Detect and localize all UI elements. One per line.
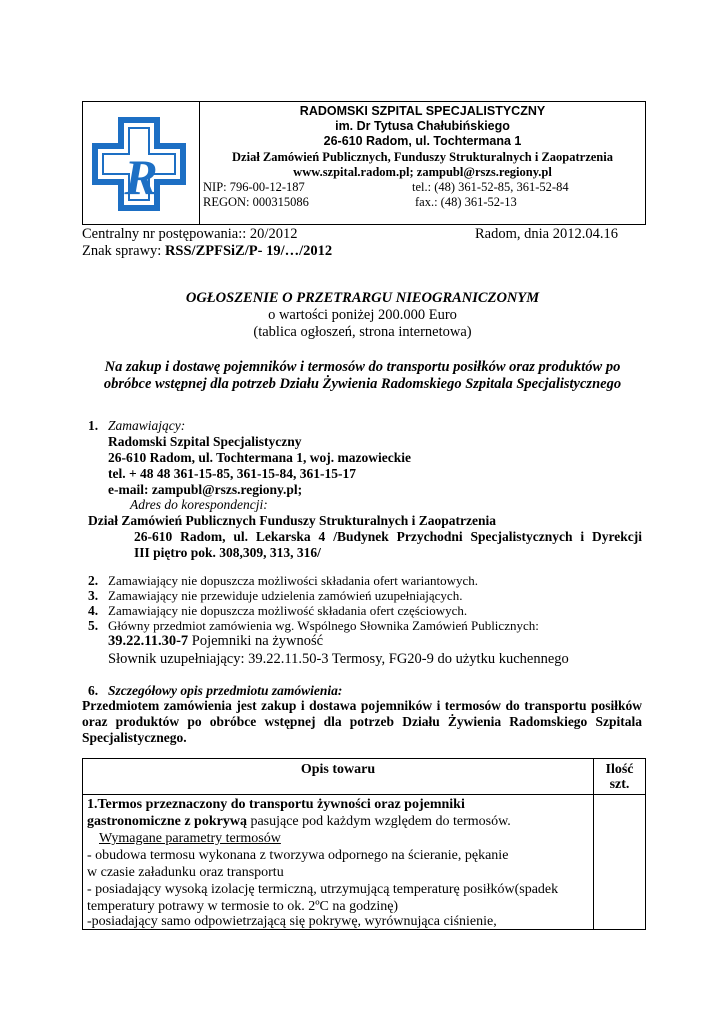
subject-line-2: obróbce wstępnej dla potrzeb Działu Żywienia Radomskiego Szpitala Specjalistycznego	[103, 376, 622, 392]
point-number: 3.	[88, 588, 99, 603]
letterhead	[82, 101, 646, 225]
section-1-label: Zamawiający:	[108, 418, 186, 433]
correspondence-address-1: 26-610 Radom, ul. Lekarska 4 /Budynek Przychodni Specjalistycznych i Dyrekcji	[134, 529, 642, 544]
orderer-name: Radomski Szpital Specjalistyczny	[108, 434, 302, 449]
param-line: - obudowa termosu wykonana z tworzywa odpornego na ścieranie, pękanie	[87, 848, 509, 863]
column-header-quantity-unit: szt.	[609, 777, 630, 792]
point-text: Zamawiający nie dopuszcza możliwości składania ofert wariantowych.	[108, 573, 478, 588]
publication-info: (tablica ogłoszeń, strona internetowa)	[253, 324, 472, 340]
point-text: Zamawiający nie dopuszcza możliwość składania ofert częściowych.	[108, 603, 468, 618]
correspondence-department: Dział Zamówień Publicznych Funduszy Strukturalnych i Zaopatrzenia	[88, 513, 497, 528]
section-6-line-2: oraz produktów po obróbce wstępnej dla potrzeb Działu Żywienia Radomskiego Szpitala	[82, 714, 642, 729]
point-number: 2.	[88, 573, 99, 588]
section-6-number: 6.	[88, 683, 99, 698]
regon: REGON: 000315086	[203, 195, 309, 209]
page-title: OGŁOSZENIE O PRZETRARGU NIEOGRANICZONYM	[185, 290, 540, 306]
value-threshold: o wartości poniżej 200.000 Euro	[268, 307, 457, 323]
param-line: temperatury potrawy w termosie to ok. 2ºC na godzinę)	[87, 899, 399, 914]
reference-value: RSS/ZPFSiZ/P- 19/…/2012	[164, 243, 333, 259]
params-heading: Wymagane parametry termosów	[99, 831, 281, 846]
section-6-line-3: Specjalistycznego.	[82, 730, 187, 745]
items-table	[82, 758, 646, 930]
orderer-email: e-mail: zampubl@rszs.regiony.pl;	[108, 482, 303, 497]
case-number: Centralny nr postępowania:: 20/2012	[82, 226, 298, 242]
cpv-main	[108, 633, 323, 650]
hospital-patron: im. Dr Tytusa Chałubińskiego	[335, 119, 510, 133]
item-title-rest: pasujące pod każdym względem do termosów.	[246, 814, 511, 829]
subject-line-1: Na zakup i dostawę pojemników i termosów do transportu posiłków oraz produktów po	[104, 359, 621, 375]
param-line: w czasie załadunku oraz transportu	[87, 865, 284, 880]
column-header-quantity: Ilość	[605, 762, 634, 777]
reference-number	[82, 243, 332, 260]
correspondence-label: Adres do korespondencji:	[130, 497, 268, 512]
column-header-description: Opis towaru	[300, 762, 376, 777]
point-text: Zamawiający nie przewiduje udzielenia zamówień uzupełniających.	[108, 588, 463, 603]
point-number: 5.	[88, 618, 99, 633]
hospital-address: 26-610 Radom, ul. Tochtermana 1	[323, 134, 522, 148]
item-title-line-1: 1.Termos przeznaczony do transportu żywności oraz pojemniki	[87, 797, 465, 812]
department-name: Dział Zamówień Publicznych, Funduszy Strukturalnych i Zaopatrzenia	[232, 150, 613, 164]
fax: fax.: (48) 361-52-13	[415, 195, 517, 209]
item-title-line-2	[87, 814, 511, 830]
logo-letter: R	[124, 149, 158, 205]
hospital-cross-icon	[83, 102, 199, 224]
cpv-supplementary: Słownik uzupełniający: 39.22.11.50-3 Termosy, FG20-9 do użytku kuchennego	[108, 651, 569, 667]
section-6-line-1: Przedmiotem zamówienia jest zakup i dostawa pojemników i termosów do transportu posiłków	[82, 698, 642, 713]
reference-label: Znak sprawy:	[82, 243, 165, 259]
web-email: www.szpital.radom.pl; zampubl@rszs.regiony.pl	[293, 165, 552, 179]
orderer-address: 26-610 Radom, ul. Tochtermana 1, woj. mazowieckie	[108, 450, 411, 465]
nip: NIP: 796-00-12-187	[203, 180, 305, 194]
telephone: tel.: (48) 361-52-85, 361-52-84	[412, 180, 569, 194]
point-number: 4.	[88, 603, 99, 618]
section-1-number: 1.	[88, 418, 99, 433]
place-date: Radom, dnia 2012.04.16	[475, 226, 618, 242]
param-line: -posiadający samo odpowietrzającą się pokrywę, wyrównująca ciśnienie,	[87, 914, 497, 929]
point-text: Główny przedmiot zamówienia wg. Wspólnego Słownika Zamówień Publicznych:	[108, 618, 539, 633]
cpv-code: 39.22.11.30-7	[108, 633, 189, 649]
hospital-logo	[83, 102, 200, 224]
cpv-description: Pojemniki na żywność	[188, 633, 324, 649]
correspondence-address-2: III piętro pok. 308,309, 313, 316/	[134, 545, 321, 560]
header-divider	[83, 794, 645, 795]
orderer-phones: tel. + 48 48 361-15-85, 361-15-84, 361-15-17	[108, 466, 357, 481]
item-title-bold: gastronomiczne z pokrywą	[87, 814, 247, 829]
hospital-name: RADOMSKI SZPITAL SPECJALISTYCZNY	[299, 104, 546, 118]
param-line: - posiadający wysoką izolację termiczną, utrzymującą temperaturę posiłków(spadek	[87, 882, 559, 897]
section-6-label: Szczegółowy opis przedmiotu zamówienia:	[108, 683, 343, 698]
